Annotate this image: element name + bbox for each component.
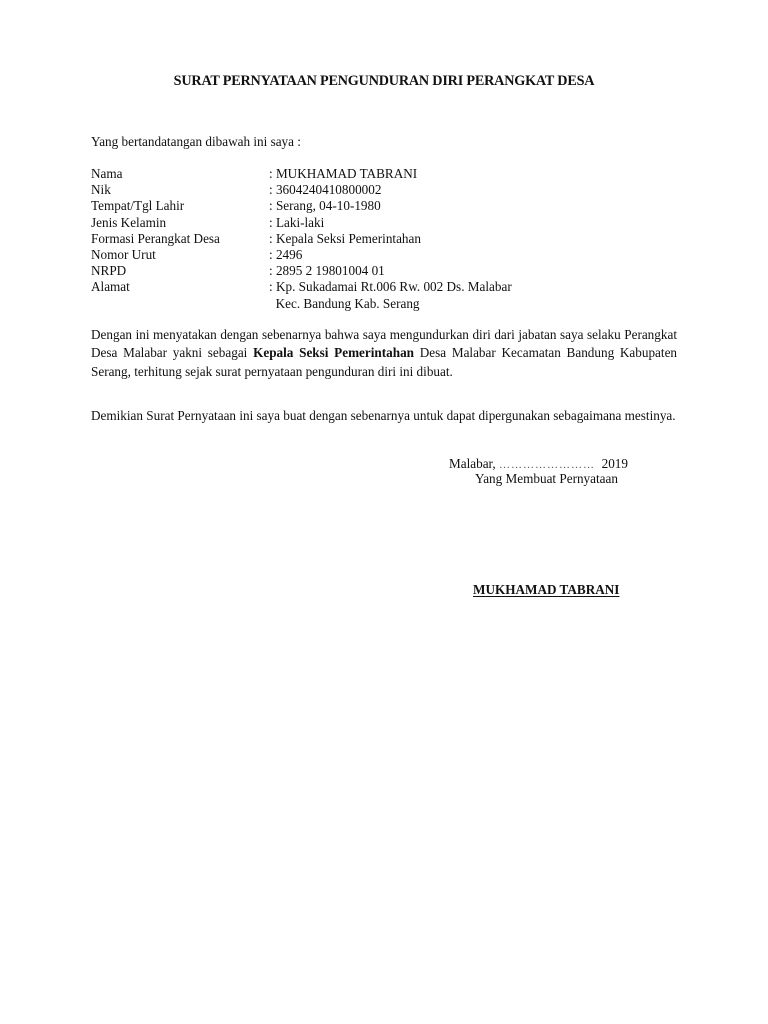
field-value: : Kepala Seksi Pemerintahan <box>269 230 421 246</box>
field-row-nrpd <box>91 263 512 279</box>
statement-text: Dengan ini menyatakan dengan sebenarnya bahwa saya mengundurkan diri dari jabatan saya selaku Perangkat Desa Malabar yakni sebagai <box>91 327 677 361</box>
field-row-address-cont <box>91 296 512 312</box>
field-row-nama <box>91 166 512 182</box>
field-value: : Serang, 04-10-1980 <box>269 198 381 214</box>
field-row-number <box>91 247 512 263</box>
field-label <box>91 296 269 312</box>
signature-place: Malabar, <box>449 456 496 471</box>
field-label: Nama <box>91 166 123 181</box>
date-placeholder-dots: …………………… <box>499 459 595 471</box>
field-label: Formasi Perangkat Desa <box>91 230 220 246</box>
signatory-name: MUKHAMAD TABRANI <box>473 582 620 597</box>
position-title: Kepala Seksi Pemerintahan <box>253 345 415 361</box>
field-row-birth <box>91 198 512 214</box>
statement-paragraph <box>91 326 677 381</box>
intro-text: Yang bertandatangan dibawah ini saya : <box>91 134 301 149</box>
field-value: Kec. Bandung Kab. Serang <box>269 295 420 311</box>
field-label: Jenis Kelamin <box>91 214 167 230</box>
field-row-address <box>91 279 512 295</box>
field-value: : MUKHAMAD TABRANI <box>269 166 418 181</box>
field-value: : 2496 <box>269 247 303 263</box>
signature-place-date <box>449 456 628 472</box>
field-label: Tempat/Tgl Lahir <box>91 198 185 214</box>
field-row-gender <box>91 215 512 231</box>
field-label: Nomor Urut <box>91 247 156 263</box>
signature-year: 2019 <box>601 456 628 471</box>
field-value: : Kp. Sukadamai Rt.006 Rw. 002 Ds. Malabar <box>269 279 512 295</box>
field-value: : 2895 2 19801004 01 <box>269 263 385 279</box>
field-value: : 3604240410800002 <box>269 182 382 198</box>
statement-text-end: Desa Malabar Kecamatan Bandung Kabupaten Serang, terhitung sejak surat pernyataan pengunduran diri ini dibuat. <box>91 345 678 379</box>
signature-caption: Yang Membuat Pernyataan <box>475 471 618 486</box>
field-label: Alamat <box>91 279 130 295</box>
identity-fields <box>91 166 512 312</box>
field-row-nik <box>91 182 512 198</box>
letter-title: SURAT PERNYATAAN PENGUNDURAN DIRI PERANGKAT DESA <box>173 73 595 89</box>
field-label: NRPD <box>91 263 127 279</box>
field-value: : Laki-laki <box>269 214 325 230</box>
closing-paragraph: Demikian Surat Pernyataan ini saya buat dengan sebenarnya untuk dapat dipergunakan sebagaimana mestinya. <box>91 408 676 423</box>
field-row-formation <box>91 231 512 247</box>
field-label: Nik <box>91 182 111 198</box>
